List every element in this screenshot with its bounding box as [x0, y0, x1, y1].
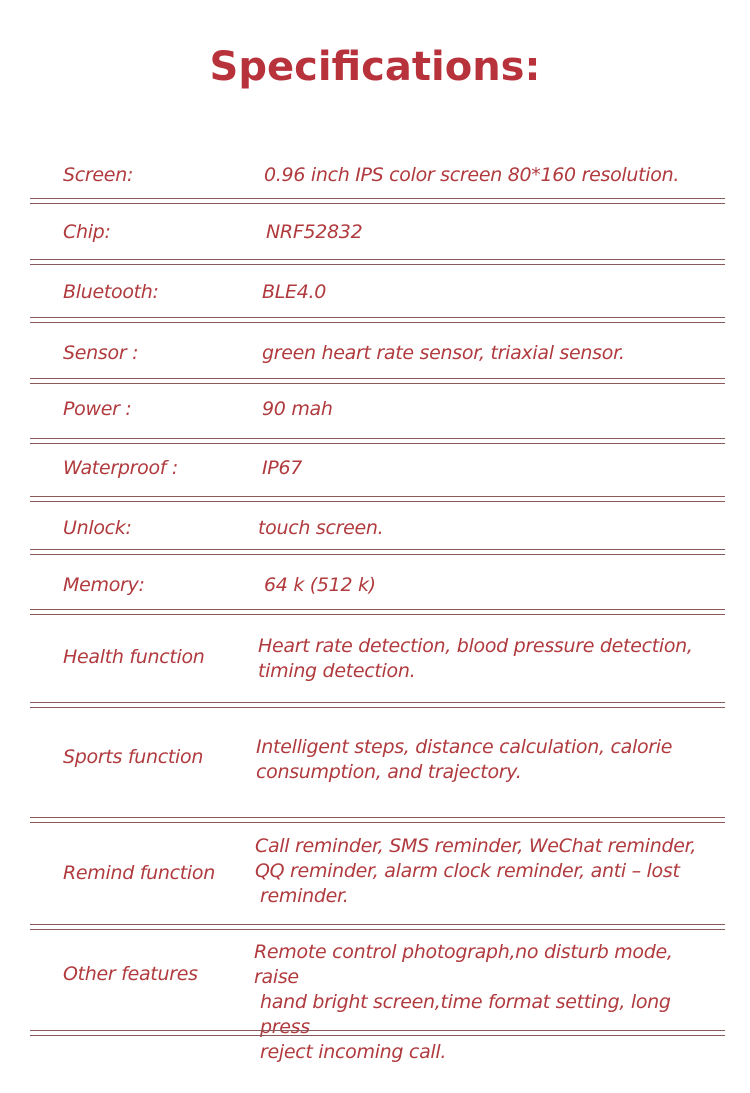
spec-label-memory: Memory:: [63, 574, 145, 596]
row-divider: [30, 817, 725, 823]
spec-value-bluetooth: BLE4.0: [262, 281, 327, 303]
spec-label-unlock: Unlock:: [63, 517, 132, 539]
value-line: timing detection.: [258, 660, 416, 682]
value-line: Intelligent steps, distance calculation, calorie: [256, 736, 673, 758]
page-title: Specifications:: [209, 44, 541, 90]
row-divider: [30, 378, 725, 384]
value-line: reject incoming call.: [260, 1041, 447, 1063]
spec-value-sports-function: [256, 735, 716, 785]
row-divider: [30, 549, 725, 555]
spec-value-unlock: touch screen.: [258, 517, 384, 539]
row-divider: [30, 609, 725, 615]
spec-label-power: Power :: [63, 398, 132, 420]
spec-label-bluetooth: Bluetooth:: [63, 281, 159, 303]
row-divider: [30, 702, 725, 708]
row-divider: [30, 259, 725, 265]
value-line: QQ reminder, alarm clock reminder, anti – lost: [255, 860, 680, 882]
spec-value-power: 90 mah: [262, 398, 333, 420]
spec-value-remind-function: [255, 834, 715, 909]
spec-value-screen: 0.96 inch IPS color screen 80*160 resolution.: [264, 164, 680, 186]
row-divider: [30, 496, 725, 502]
value-line: Heart rate detection, blood pressure detection,: [258, 635, 693, 657]
spec-value-health-function: [258, 634, 718, 684]
value-line: consumption, and trajectory.: [256, 761, 522, 783]
value-line: Remote control photograph,no disturb mode, raise: [254, 941, 673, 988]
row-divider: [30, 198, 725, 204]
spec-label-screen: Screen:: [63, 164, 134, 186]
spec-label-sports-function: Sports function: [63, 746, 204, 768]
spec-value-other-features: [254, 940, 714, 1065]
spec-label-health-function: Health function: [63, 646, 205, 668]
spec-value-sensor: green heart rate sensor, triaxial sensor.: [262, 342, 625, 364]
row-divider: [30, 438, 725, 444]
value-line: hand bright screen,time format setting, long press: [260, 991, 671, 1038]
row-divider: [30, 317, 725, 323]
spec-value-chip: NRF52832: [266, 221, 363, 243]
row-divider: [30, 1030, 725, 1036]
value-line: Call reminder, SMS reminder, WeChat reminder,: [255, 835, 697, 857]
spec-label-sensor: Sensor :: [63, 342, 139, 364]
spec-value-waterproof: IP67: [262, 457, 303, 479]
spec-label-waterproof: Waterproof :: [63, 457, 178, 479]
spec-label-chip: Chip:: [63, 221, 111, 243]
value-line: reminder.: [260, 885, 349, 907]
row-divider: [30, 924, 725, 930]
spec-label-other-features: Other features: [63, 963, 198, 985]
spec-label-remind-function: Remind function: [63, 862, 215, 884]
spec-value-memory: 64 k (512 k): [264, 574, 376, 596]
